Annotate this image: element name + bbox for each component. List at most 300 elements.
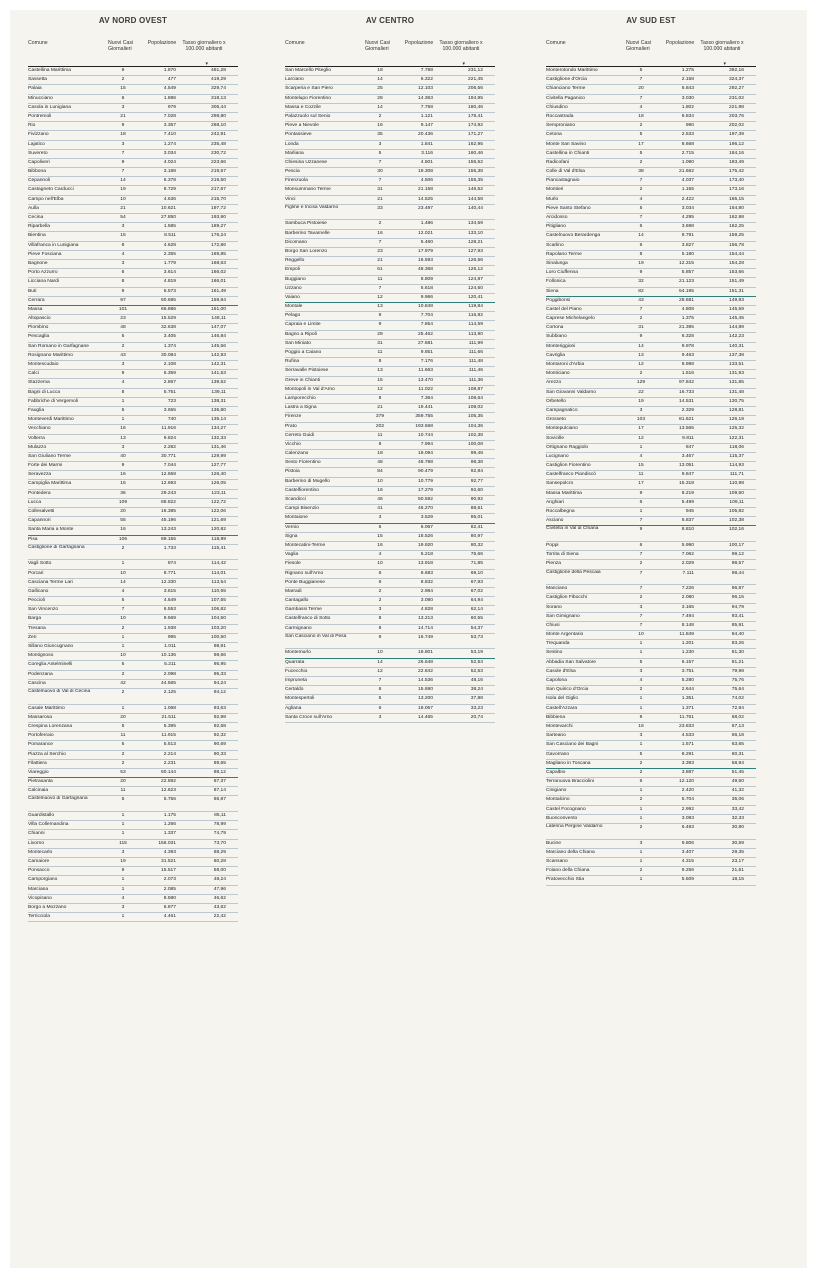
cell-comune: Fabbriche di Vergemoli xyxy=(28,398,79,404)
cell-popolazione: 21.662 xyxy=(679,169,694,175)
table-row xyxy=(28,278,238,287)
cell-popolazione: 740 xyxy=(167,417,176,423)
cell-popolazione: 48.788 xyxy=(418,460,433,466)
cell-nuovi-casi: 15 xyxy=(638,463,644,469)
cell-nuovi-casi: 8 xyxy=(121,389,125,395)
cell-comune: Buti xyxy=(28,288,37,294)
cell-popolazione: 1.275 xyxy=(681,68,694,73)
cell-tasso: 92,84 xyxy=(470,469,483,475)
cell-comune: Montieri xyxy=(546,187,564,193)
table-row xyxy=(285,649,495,658)
cell-popolazione: 8.219 xyxy=(681,490,694,496)
cell-nuovi-casi: 5 xyxy=(639,132,643,138)
table-row xyxy=(28,425,238,434)
cell-nuovi-casi: 12 xyxy=(638,435,644,441)
cell-popolazione: 6.157 xyxy=(681,659,694,665)
cell-comune: Castiglione di Garfagnana xyxy=(28,544,85,550)
cell-nuovi-casi: 9 xyxy=(121,159,125,165)
cell-popolazione: 54.195 xyxy=(679,288,694,294)
cell-comune: Massa xyxy=(28,306,43,312)
cell-popolazione: 1.870 xyxy=(163,68,176,73)
table-row xyxy=(546,315,756,324)
table-row xyxy=(546,177,756,186)
sort-arrow-icon: ▾ xyxy=(205,61,208,67)
cell-popolazione: 359.755 xyxy=(415,414,433,420)
cell-popolazione: 5.460 xyxy=(420,239,433,245)
cell-popolazione: 2.282 xyxy=(163,444,176,450)
cell-tasso: 98,66 xyxy=(213,653,226,659)
cell-popolazione: 3.116 xyxy=(421,150,433,156)
cell-popolazione: 723 xyxy=(167,398,176,404)
cell-tasso: 113,90 xyxy=(468,331,483,337)
cell-comune: Rapolano Terme xyxy=(546,251,582,257)
table-row xyxy=(546,686,756,695)
cell-comune: Lastra a Signa xyxy=(285,405,317,411)
cell-comune: Buonconvento xyxy=(546,815,578,821)
cell-popolazione: 5.211 xyxy=(164,662,176,668)
table-row xyxy=(285,220,495,229)
cell-tasso: 35,06 xyxy=(731,797,744,803)
cell-nuovi-casi: 2 xyxy=(639,687,643,693)
table-row xyxy=(28,499,238,508)
cell-popolazione: 7.994 xyxy=(420,441,433,447)
cell-comune: Bucine xyxy=(546,840,561,846)
cell-popolazione: 1.175 xyxy=(163,813,176,819)
cell-comune: Borgo a Mozzano xyxy=(28,904,67,910)
cell-tasso: 111,66 xyxy=(468,350,483,356)
cell-popolazione: 2.158 xyxy=(681,77,694,83)
table-row xyxy=(28,732,238,741)
cell-tasso: 142,93 xyxy=(211,352,226,358)
cell-comune: Crespina Lorenzana xyxy=(28,723,73,729)
table-body xyxy=(546,67,756,886)
cell-popolazione: 1.274 xyxy=(163,141,176,147)
cell-comune: Lamporecchio xyxy=(285,395,316,401)
cell-nuovi-casi: 10 xyxy=(377,650,383,656)
cell-tasso: 29,35 xyxy=(731,849,744,855)
cell-comune: Cerreto Guidi xyxy=(285,432,315,438)
table-row xyxy=(285,340,495,349)
header-popolazione: Popolazione xyxy=(404,40,434,46)
table-row xyxy=(285,331,495,340)
cell-nuovi-casi: 16 xyxy=(120,527,126,533)
table-row xyxy=(28,913,238,922)
cell-nuovi-casi: 6 xyxy=(378,705,382,711)
cell-comune: Campo nell'Elba xyxy=(28,196,64,202)
cell-comune: Arezzo xyxy=(546,380,562,386)
cell-nuovi-casi: 7 xyxy=(639,77,643,83)
cell-tasso: 64,94 xyxy=(470,598,483,604)
cell-comune: Castel Focognano xyxy=(546,806,586,812)
cell-tasso: 298,80 xyxy=(211,113,226,119)
cell-popolazione: 5.280 xyxy=(681,678,694,683)
table-row xyxy=(28,260,238,269)
cell-tasso: 111,36 xyxy=(468,377,483,383)
cell-comune: Montaione xyxy=(285,515,308,521)
cell-nuovi-casi: 53 xyxy=(120,769,126,775)
cell-comune: Massa Marittima xyxy=(546,490,582,496)
cell-tasso: 324,37 xyxy=(729,77,744,83)
cell-comune: Terranuova Bracciolini xyxy=(546,779,595,785)
cell-nuovi-casi: 21 xyxy=(377,405,383,411)
cell-popolazione: 2.080 xyxy=(681,595,694,601)
cell-popolazione: 5.618 xyxy=(420,285,433,291)
cell-popolazione: 8.809 xyxy=(420,276,433,282)
cell-nuovi-casi: 12 xyxy=(638,362,644,367)
cell-tasso: 142,23 xyxy=(729,334,744,340)
cell-comune: Gallicano xyxy=(28,588,49,594)
table-row xyxy=(28,389,238,398)
cell-nuovi-casi: 8 xyxy=(378,395,382,401)
cell-tasso: 37,88 xyxy=(470,696,483,702)
cell-tasso: 111,71 xyxy=(729,472,744,478)
cell-tasso: 131,48 xyxy=(729,389,744,395)
cell-tasso: 30,59 xyxy=(731,840,744,846)
cell-comune: Seravezza xyxy=(28,472,52,478)
cell-nuovi-casi: 23 xyxy=(377,248,383,254)
cell-comune: Sillano Giuncugnano xyxy=(28,644,74,650)
cell-nuovi-casi: 19 xyxy=(120,187,126,193)
cell-popolazione: 7.028 xyxy=(163,113,176,119)
table-row xyxy=(285,248,495,257)
cell-popolazione: 28.681 xyxy=(679,297,694,303)
cell-popolazione: 8.580 xyxy=(163,895,176,901)
table-row xyxy=(28,196,238,205)
cell-nuovi-casi: 54 xyxy=(120,215,126,220)
cell-comune: Montale xyxy=(285,304,303,310)
cell-tasso: 22,42 xyxy=(213,914,226,920)
cell-nuovi-casi: 2 xyxy=(639,760,643,766)
table-row xyxy=(28,104,238,113)
cell-nuovi-casi: 7 xyxy=(121,150,125,156)
cell-popolazione: 8.834 xyxy=(681,113,694,119)
table-row xyxy=(28,615,238,624)
cell-comune: Laterina Pergine Valdarno xyxy=(546,824,603,829)
cell-tasso: 120,82 xyxy=(211,527,226,533)
table-row xyxy=(285,487,495,496)
table-row xyxy=(285,533,495,542)
cell-tasso: 126,56 xyxy=(468,258,483,264)
cell-popolazione: 2.029 xyxy=(681,561,694,567)
table-row xyxy=(546,796,756,805)
table-row xyxy=(546,649,756,658)
cell-comune: San Giuliano Terme xyxy=(28,453,71,459)
cell-comune: Pontassieve xyxy=(285,132,312,138)
cell-popolazione: 1.486 xyxy=(420,221,433,227)
cell-comune: Monsummano Terme xyxy=(285,187,331,193)
table-row xyxy=(285,131,495,140)
cell-comune: Vaiano xyxy=(285,294,300,300)
cell-nuovi-casi: 3 xyxy=(378,714,382,720)
cell-tasso: 121,69 xyxy=(211,518,226,524)
cell-popolazione: 2.073 xyxy=(163,877,176,883)
table-row xyxy=(285,395,495,404)
cell-comune: Radicofani xyxy=(546,159,570,165)
cell-popolazione: 2.992 xyxy=(681,806,694,812)
table-row xyxy=(28,643,238,652)
table-row xyxy=(28,849,238,858)
cell-popolazione: 979 xyxy=(167,104,176,110)
cell-tasso: 105,82 xyxy=(729,509,744,514)
cell-tasso: 21,61 xyxy=(731,868,744,874)
cell-comune: Castiglion Fiorentino xyxy=(546,463,591,469)
cell-comune: Firenze xyxy=(285,414,302,420)
cell-tasso: 82,41 xyxy=(470,524,483,530)
cell-nuovi-casi: 3 xyxy=(121,224,125,230)
table-row xyxy=(285,266,495,275)
table-row xyxy=(28,490,238,499)
header-comune: Comune xyxy=(285,40,305,46)
cell-comune: Aulla xyxy=(28,205,39,211)
table-row xyxy=(285,450,495,459)
cell-tasso: 75,76 xyxy=(731,678,744,683)
header-comune: Comune xyxy=(546,40,566,46)
cell-nuovi-casi: 17 xyxy=(638,481,644,487)
cell-popolazione: 995 xyxy=(167,634,176,640)
cell-comune: Asciano xyxy=(546,518,564,524)
cell-nuovi-casi: 4 xyxy=(121,895,125,901)
cell-popolazione: 6.067 xyxy=(420,524,433,530)
cell-nuovi-casi: 3 xyxy=(121,362,125,367)
cell-nuovi-casi: 202 xyxy=(375,423,385,429)
cell-popolazione: 3.614 xyxy=(163,270,176,276)
cell-tasso: 92,98 xyxy=(213,714,226,720)
cell-comune: Casola in Lunigiana xyxy=(28,104,71,110)
cell-nuovi-casi: 15 xyxy=(120,86,126,92)
cell-tasso: 139,52 xyxy=(211,380,226,386)
cell-comune: Lucignano xyxy=(546,453,569,459)
cell-comune: Fiesole xyxy=(285,561,301,567)
cell-comune: Villafranca in Lunigiana xyxy=(28,242,79,248)
cell-popolazione: 2.329 xyxy=(681,407,694,413)
cell-popolazione: 19.920 xyxy=(418,542,433,548)
cell-popolazione: 2.422 xyxy=(681,196,694,202)
table-row xyxy=(546,723,756,732)
cell-popolazione: 2.984 xyxy=(420,588,433,594)
cell-comune: Piazza al Serchio xyxy=(28,751,66,757)
table-row xyxy=(546,343,756,352)
cell-tasso: 162,98 xyxy=(729,215,744,220)
cell-comune: Cortona xyxy=(546,325,564,331)
cell-nuovi-casi: 30 xyxy=(377,169,383,175)
cell-popolazione: 32.638 xyxy=(161,325,176,331)
cell-tasso: 219,57 xyxy=(211,169,226,175)
cell-comune: Marciano della Chiana xyxy=(546,849,595,855)
cell-nuovi-casi: 3 xyxy=(121,141,125,147)
cell-popolazione: 7.854 xyxy=(420,322,433,328)
cell-popolazione: 2.214 xyxy=(163,751,176,757)
cell-popolazione: 5.990 xyxy=(681,542,694,548)
cell-tasso: 134,59 xyxy=(468,221,483,227)
table-row xyxy=(28,526,238,535)
cell-nuovi-casi: 12 xyxy=(377,386,383,392)
cell-nuovi-casi: 1 xyxy=(639,858,643,864)
cell-popolazione: 1.121 xyxy=(420,113,433,119)
cell-comune: Sarteano xyxy=(546,733,566,739)
cell-comune: Porcari xyxy=(28,570,44,576)
cell-comune: Bagni di Lucca xyxy=(28,389,61,395)
cell-nuovi-casi: 379 xyxy=(375,414,385,420)
cell-nuovi-casi: 106 xyxy=(118,536,128,542)
cell-nuovi-casi: 14 xyxy=(377,77,383,83)
cell-nuovi-casi: 10 xyxy=(120,570,126,576)
table-row xyxy=(28,867,238,876)
cell-comune: Buggiano xyxy=(285,276,306,282)
table-row xyxy=(28,769,238,778)
table-row xyxy=(546,324,756,333)
cell-tasso: 93,41 xyxy=(731,613,744,619)
table-row xyxy=(546,787,756,796)
table-body xyxy=(285,67,495,723)
table-row xyxy=(546,824,756,840)
cell-popolazione: 193.568 xyxy=(415,423,433,429)
table-row xyxy=(28,652,238,661)
cell-nuovi-casi: 9 xyxy=(121,288,125,294)
cell-comune: Terricciola xyxy=(28,914,51,920)
cell-tasso: 108,02 xyxy=(468,405,483,411)
table-row xyxy=(546,594,756,603)
cell-popolazione: 23.497 xyxy=(418,205,433,211)
table-row xyxy=(546,640,756,649)
cell-tasso: 126,12 xyxy=(468,267,483,273)
cell-tasso: 118,89 xyxy=(211,536,226,542)
table-row xyxy=(28,840,238,849)
cell-tasso: 114,93 xyxy=(729,463,744,469)
cell-tasso: 106,82 xyxy=(211,607,226,613)
cell-tasso: 392,16 xyxy=(729,68,744,73)
cell-comune: Marradi xyxy=(285,588,302,594)
table-row xyxy=(28,796,238,812)
cell-nuovi-casi: 3 xyxy=(378,141,382,147)
cell-nuovi-casi: 12 xyxy=(377,668,383,674)
cell-comune: Camporgiano xyxy=(28,877,58,883)
cell-popolazione: 2.715 xyxy=(681,150,694,156)
cell-nuovi-casi: 3 xyxy=(378,515,382,521)
cell-popolazione: 990 xyxy=(685,123,694,129)
cell-tasso: 144,58 xyxy=(468,196,483,202)
cell-popolazione: 874 xyxy=(167,561,176,567)
cell-tasso: 115,41 xyxy=(211,545,226,551)
table-row xyxy=(28,830,238,839)
cell-comune: Uzzano xyxy=(285,285,302,291)
cell-tasso: 122,72 xyxy=(211,499,226,505)
cell-popolazione: 3.529 xyxy=(420,515,433,521)
cell-popolazione: 6.378 xyxy=(163,178,176,184)
cell-nuovi-casi: 10 xyxy=(377,478,383,484)
cell-popolazione: 16.749 xyxy=(418,634,433,640)
column-title: AV CENTRO xyxy=(365,16,415,25)
table-row xyxy=(28,661,238,670)
cell-tasso: 67,13 xyxy=(731,723,744,729)
cell-nuovi-casi: 55 xyxy=(120,518,126,524)
cell-nuovi-casi: 11 xyxy=(120,733,126,739)
cell-popolazione: 5.756 xyxy=(163,797,176,803)
table-row xyxy=(546,186,756,195)
cell-comune: Barga xyxy=(28,616,42,622)
cell-nuovi-casi: 18 xyxy=(377,451,383,457)
cell-comune: Monteriggioni xyxy=(546,343,576,349)
cell-tasso: 100,17 xyxy=(729,542,744,548)
cell-tasso: 102,38 xyxy=(729,518,744,524)
cell-tasso: 128,21 xyxy=(468,239,483,245)
cell-tasso: 23,17 xyxy=(731,858,744,864)
table-row xyxy=(28,714,238,723)
cell-tasso: 60,28 xyxy=(213,858,226,864)
cell-tasso: 43,62 xyxy=(213,904,226,910)
cell-popolazione: 11.915 xyxy=(161,733,176,739)
cell-popolazione: 27.850 xyxy=(161,215,176,220)
table-row xyxy=(546,333,756,342)
cell-nuovi-casi: 9 xyxy=(378,313,382,319)
cell-comune: Barberino Tavarnelle xyxy=(285,230,330,236)
cell-tasso: 128,81 xyxy=(729,407,744,413)
cell-popolazione: 3.615 xyxy=(163,588,176,594)
table-row xyxy=(28,812,238,821)
cell-popolazione: 15.690 xyxy=(418,687,433,693)
cell-comune: Monticiano xyxy=(546,371,570,377)
cell-popolazione: 16.385 xyxy=(161,509,176,514)
table-header xyxy=(28,36,238,67)
cell-nuovi-casi: 31 xyxy=(638,325,644,331)
cell-tasso: 78,99 xyxy=(213,822,226,828)
cell-tasso: 49,50 xyxy=(731,779,744,785)
table-row xyxy=(285,386,495,395)
cell-nuovi-casi: 2 xyxy=(121,343,125,349)
cell-tasso: 165,15 xyxy=(729,196,744,202)
cell-popolazione: 11.849 xyxy=(679,632,694,638)
cell-nuovi-casi: 5 xyxy=(639,150,643,156)
cell-nuovi-casi: 4 xyxy=(639,453,643,459)
cell-nuovi-casi: 7 xyxy=(639,215,643,220)
cell-tasso: 75,64 xyxy=(731,687,744,693)
cell-popolazione: 8.511 xyxy=(164,233,176,239)
cell-tasso: 155,35 xyxy=(468,178,483,184)
table-row xyxy=(28,588,238,597)
cell-comune: Pontedera xyxy=(28,490,51,496)
cell-comune: Cantagallo xyxy=(285,598,309,604)
cell-popolazione: 8.148 xyxy=(681,622,694,628)
cell-popolazione: 4.819 xyxy=(163,279,176,285)
cell-popolazione: 14.714 xyxy=(418,625,433,631)
table-row xyxy=(546,214,756,223)
cell-comune: Montopoli in Val d'Arno xyxy=(285,386,335,392)
cell-nuovi-casi: 8 xyxy=(378,625,382,631)
table-row xyxy=(285,659,495,668)
cell-tasso: 126,40 xyxy=(211,472,226,478)
cell-nuovi-casi: 11 xyxy=(638,472,644,478)
cell-popolazione: 1.938 xyxy=(163,625,176,631)
table-row xyxy=(28,205,238,214)
cell-comune: Quarrata xyxy=(285,659,305,665)
cell-nuovi-casi: 13 xyxy=(638,352,644,358)
table-row xyxy=(285,423,495,432)
cell-nuovi-casi: 6 xyxy=(639,499,643,505)
cell-popolazione: 13.051 xyxy=(679,463,694,469)
cell-tasso: 80,97 xyxy=(470,533,483,539)
cell-tasso: 202,02 xyxy=(729,123,744,129)
table-row xyxy=(285,668,495,677)
cell-nuovi-casi: 8 xyxy=(121,242,125,248)
cell-popolazione: 8.810 xyxy=(681,527,694,533)
table-row xyxy=(285,122,495,131)
table-row xyxy=(546,352,756,361)
cell-comune: Sambuca Pistoiese xyxy=(285,221,327,227)
table-row xyxy=(285,367,495,376)
cell-comune: Altopascio xyxy=(28,316,51,322)
cell-comune: Signa xyxy=(285,533,298,539)
cell-tasso: 145,59 xyxy=(729,306,744,312)
table-row xyxy=(28,306,238,315)
